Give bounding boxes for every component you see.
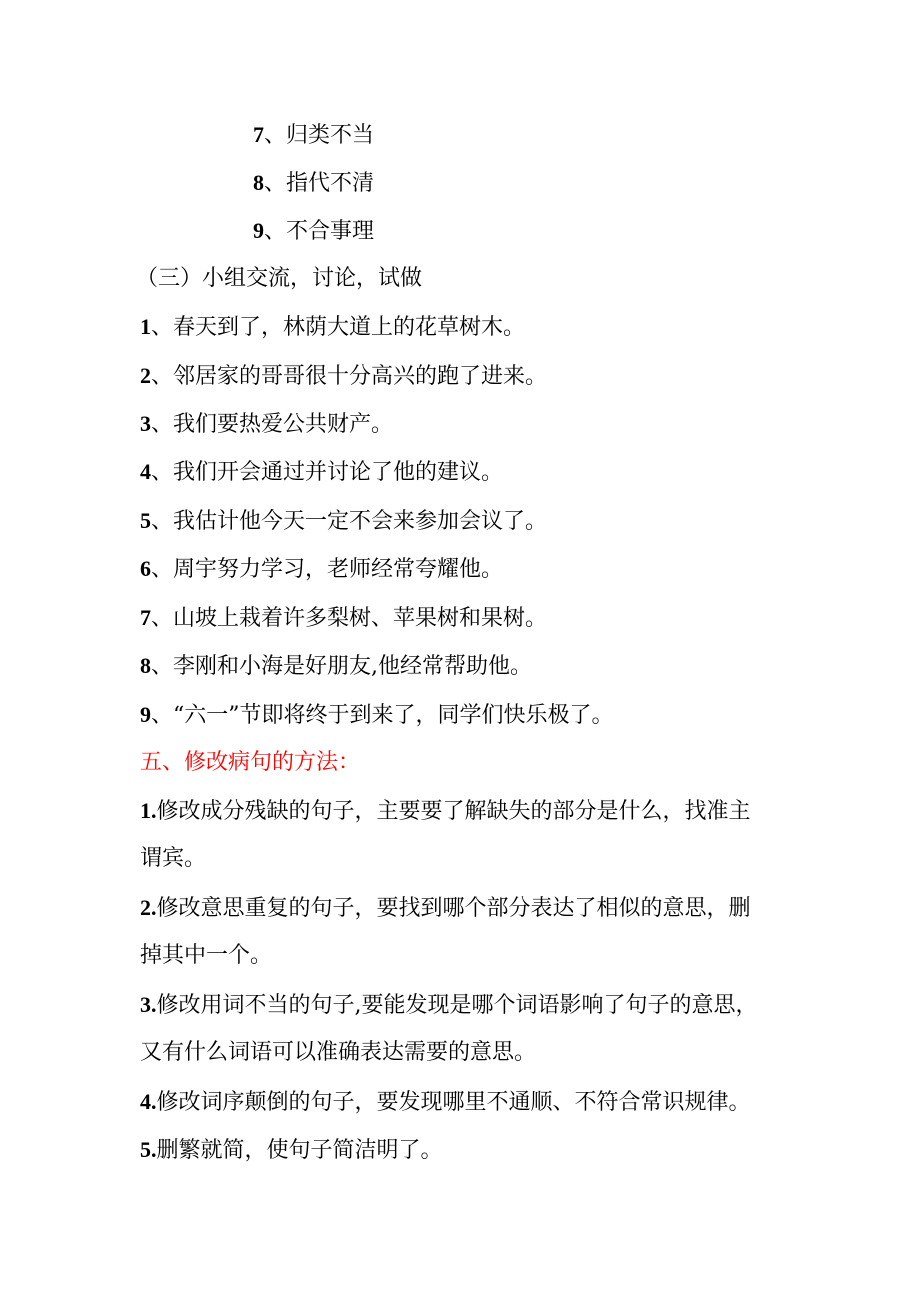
exercise-text: 、周宇努力学习，老师经常夸耀他。: [151, 557, 504, 582]
exercise-text: 、我们开会通过并讨论了他的建议。: [151, 460, 504, 485]
method-number: 4.: [140, 1089, 157, 1114]
category-item: [253, 120, 374, 151]
exercise-number: 1: [140, 314, 151, 339]
exercise-number: 7: [140, 605, 151, 630]
category-number: 9: [253, 218, 264, 243]
exercise-text: 、山坡上栽着许多梨树、苹果树和果树。: [151, 606, 548, 631]
method-item: [140, 893, 751, 924]
exercise-number: 5: [140, 508, 151, 533]
method-number: 5.: [140, 1137, 157, 1162]
category-number: 7: [253, 122, 264, 147]
exercise-text: 、邻居家的哥哥很十分高兴的跑了进来。: [151, 364, 548, 389]
exercise-number: 3: [140, 411, 151, 436]
exercise-item: [140, 603, 547, 634]
method-item: [140, 796, 751, 827]
exercise-number: 2: [140, 363, 151, 388]
method-number: 2.: [140, 895, 157, 920]
method-continuation: 又有什么词语可以准确表达需要的意思。: [140, 1040, 537, 1065]
exercise-item: [140, 457, 503, 488]
method-text: 修改成分残缺的句子，主要要了解缺失的部分是什么，找准主: [156, 799, 751, 824]
method-text: 修改用词不当的句子,要能发现是哪个词语影响了句子的意思，: [156, 993, 758, 1018]
exercise-item: [140, 312, 525, 343]
methods-heading: 五、修改病句的方法：: [140, 750, 361, 775]
group-heading: （三）小组交流，讨论，试做: [136, 266, 423, 291]
method-text: 修改意思重复的句子，要找到哪个部分表达了相似的意思，删: [156, 896, 751, 921]
method-item: [140, 1087, 751, 1118]
method-item: [140, 1135, 443, 1166]
exercise-item: [140, 700, 614, 731]
method-number: 3.: [140, 992, 157, 1017]
method-item: [140, 990, 758, 1021]
method-number: 1.: [140, 798, 157, 823]
exercise-number: 9: [140, 702, 151, 727]
exercise-item: [140, 361, 547, 392]
exercise-text: 、春天到了，林荫大道上的花草树木。: [151, 315, 526, 340]
category-text: 、指代不清: [264, 171, 375, 196]
exercise-text: 、李刚和小海是好朋友,他经常帮助他。: [151, 654, 532, 679]
category-item: [253, 168, 374, 199]
method-text: 修改词序颠倒的句子，要发现哪里不通顺、不符合常识规律。: [156, 1090, 751, 1115]
exercise-text: 、我们要热爱公共财产。: [151, 412, 394, 437]
exercise-item: [140, 554, 503, 585]
exercise-text: 、我估计他今天一定不会来参加会议了。: [151, 509, 548, 534]
category-item: [253, 216, 374, 247]
category-number: 8: [253, 170, 264, 195]
method-continuation: 谓宾。: [140, 846, 207, 871]
exercise-item: [140, 409, 393, 440]
category-text: 、归类不当: [264, 123, 375, 148]
exercise-number: 6: [140, 556, 151, 581]
exercise-number: 4: [140, 459, 151, 484]
category-text: 、不合事理: [264, 219, 375, 244]
exercise-item: [140, 506, 547, 537]
method-text: 删繁就简，使句子简洁明了。: [156, 1138, 443, 1163]
exercise-text: 、“六一”节即将终于到来了，同学们快乐极了。: [151, 703, 614, 728]
exercise-number: 8: [140, 653, 151, 678]
method-continuation: 掉其中一个。: [140, 943, 273, 968]
exercise-item: [140, 651, 532, 682]
